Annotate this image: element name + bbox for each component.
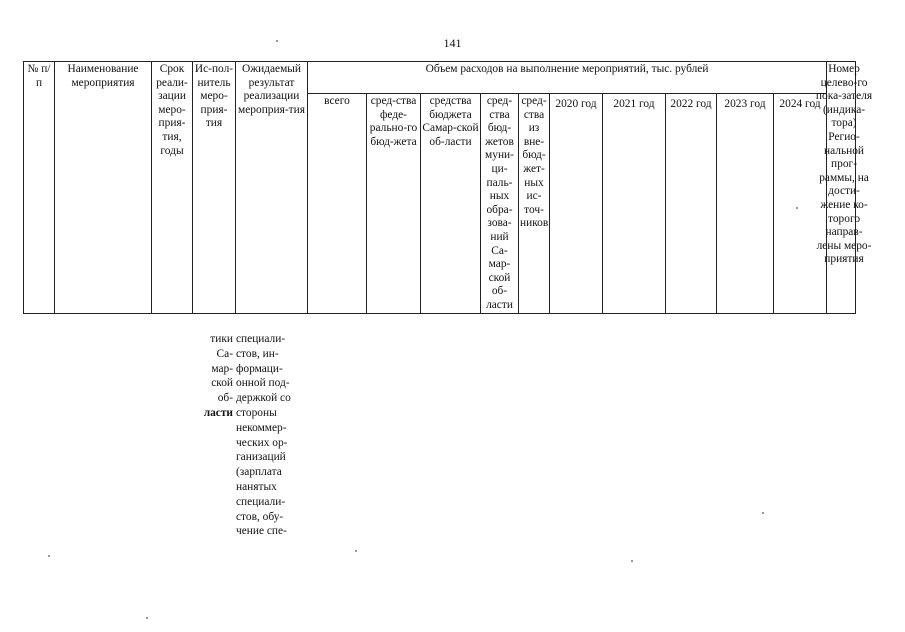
header-executor: Ис-пол-нитель меро-прия-тия [193, 62, 236, 314]
header-year-2022: 2022 год [666, 94, 717, 314]
header-term: Срок реали-зации меро-прия-тия, годы [152, 62, 193, 314]
header-regional-budget: средства бюджета Самар-ской об-ласти [421, 94, 481, 314]
scan-speck [796, 207, 798, 209]
header-year-2020: 2020 год [550, 94, 603, 314]
scan-speck [762, 512, 764, 514]
header-extrabudgetary: сред-ства из вне-бюд-жет-ных ис-точ-ников [519, 94, 550, 314]
continuation-row [23, 332, 855, 539]
scan-speck [355, 550, 357, 552]
header-municipal-budget: сред-ства бюд-жетов муни-ци-паль-ных обра-зова-ний Са-мар-ской об-ласти [481, 94, 519, 314]
scan-speck [48, 555, 50, 557]
continuation-expected-result: специали- стов, ин- формаци- онной под- держкой со стороны некоммер- ческих ор- ганизаций (зарплата нанятых специали- стов, обу- чение спе- [236, 333, 291, 538]
page-number: 141 [443, 36, 462, 50]
continuation-executor: тики Са- мар- ской об- ласти [203, 333, 233, 419]
scan-speck [631, 560, 633, 562]
expenses-table [23, 61, 873, 314]
scan-speck [276, 40, 278, 42]
header-number: № п/п [24, 62, 55, 314]
header-federal-budget: сред-ства феде-рально-го бюд-жета [367, 94, 421, 314]
header-expenses-group: Объем расходов на выполнение мероприятий, тыс. рублей [308, 62, 827, 94]
header-name: Наименование мероприятия [55, 62, 152, 314]
header-year-2021: 2021 год [603, 94, 666, 314]
header-expected-result: Ожидаемый результат реализации мероприя-тия [236, 62, 308, 314]
scan-speck [146, 617, 148, 619]
header-indicator: Номер целево-го пока-зателя (индика-тора) Регио-нальной прог-раммы, на дости-жение ко-торого направ-лены меро-приятия [827, 62, 856, 314]
header-year-2023: 2023 год [717, 94, 774, 314]
header-total: всего [308, 94, 367, 314]
header-year-2024: 2024 год [774, 94, 827, 314]
